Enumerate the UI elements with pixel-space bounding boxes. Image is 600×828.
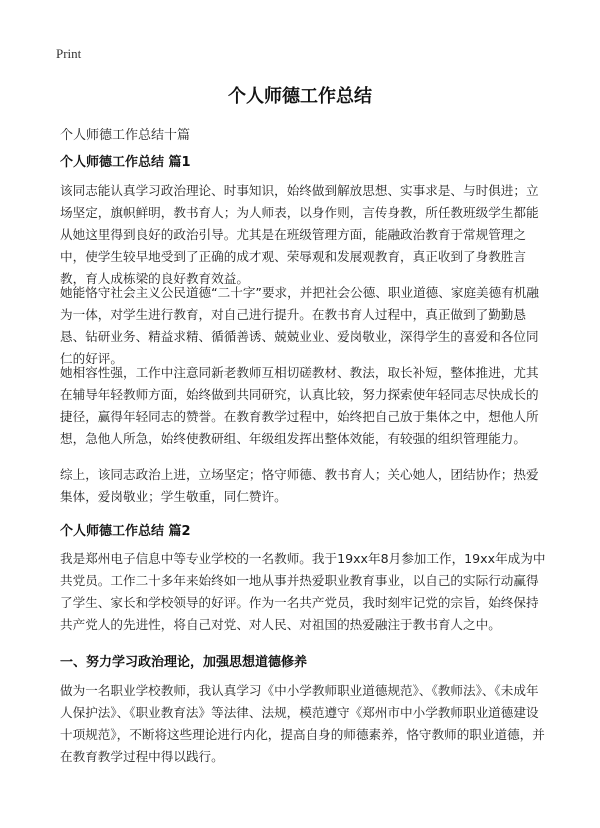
section-heading-2: 个人师德工作总结 篇2 — [60, 524, 191, 539]
document-title: 个人师德工作总结 — [228, 86, 372, 107]
paragraph: 该同志能认真学习政治理论、时事知识，始终做到解放思想、实事求是、与时俱进；立场坚定，旗帜鲜明，教书育人；为人师表，以身作则，言传身教，所任教班级学生都能从她这里得到良好的政治引导。尤其是在班级管理方面，能融政治教育于常规管理之中，使学生较早地受到了正确的成才观、荣辱观和发展观教育，真正收到了身教胜言教，育人成栋梁的良好教育效益。 — [60, 183, 539, 286]
print-link[interactable]: Print — [56, 46, 82, 61]
document-subtitle: 个人师德工作总结十篇 — [60, 128, 191, 143]
paragraph: 她相容性强，工作中注意同新老教师互相切磋教材、教法，取长补短，整体推进，尤其在辅导年轻教师方面，始终做到共同研究，认真比较，努力探索使年轻同志尽快成长的捷径，赢得年轻同志的赞誉。在教育教学过程中，始终把自己放于集体之中，想他人所想，急他人所急，始终使教研组、年级组发挥出整体效能，有较强的组织管理能力。 — [60, 365, 539, 446]
section-heading-1: 个人师德工作总结 篇1 — [60, 155, 191, 170]
paragraph: 综上，该同志政治上进，立场坚定；恪守师德、教书育人；关心她人，团结协作；热爱集体，爱岗敬业；学生敬重，同仁赞许。 — [60, 467, 539, 504]
paragraph: 她能恪守社会主义公民道德“二十字”要求，并把社会公德、职业道德、家庭美德有机融为一体，对学生进行教育，对自己进行提升。在教书育人过程中，真正做到了勤勤恳恳、钻研业务、精益求精、循循善诱、兢兢业业、爱岗敬业，深得学生的喜爱和各位同仁的好评。 — [60, 285, 540, 366]
paragraph: 做为一名职业学校教师，我认真学习《中小学教师职业道德规范》、《教师法》、《未成年人保护法》、《职业教育法》等法律、法规，模范遵守《郑州市中小学教师职业道德建设十项规范》，不断将这些理论进行内化，提高自身的师德素养，恪守教师的职业道德，并在教育教学过程中得以践行。 — [60, 683, 545, 764]
subsection-heading: 一、努力学习政治理论，加强思想道德修养 — [60, 655, 308, 670]
paragraph: 我是郑州电子信息中等专业学校的一名教师。我于19xx年8月参加工作，19xx年成为中共党员。工作二十多年来始终如一地从事并热爱职业教育事业，以自己的实际行动赢得了学生、家长和学校领导的好评。作为一名共产党员，我时刻牢记党的宗旨，始终保持共产党人的先进性，将自己对党、对人民、对祖国的热爱融注于教书育人之中。 — [60, 551, 546, 632]
